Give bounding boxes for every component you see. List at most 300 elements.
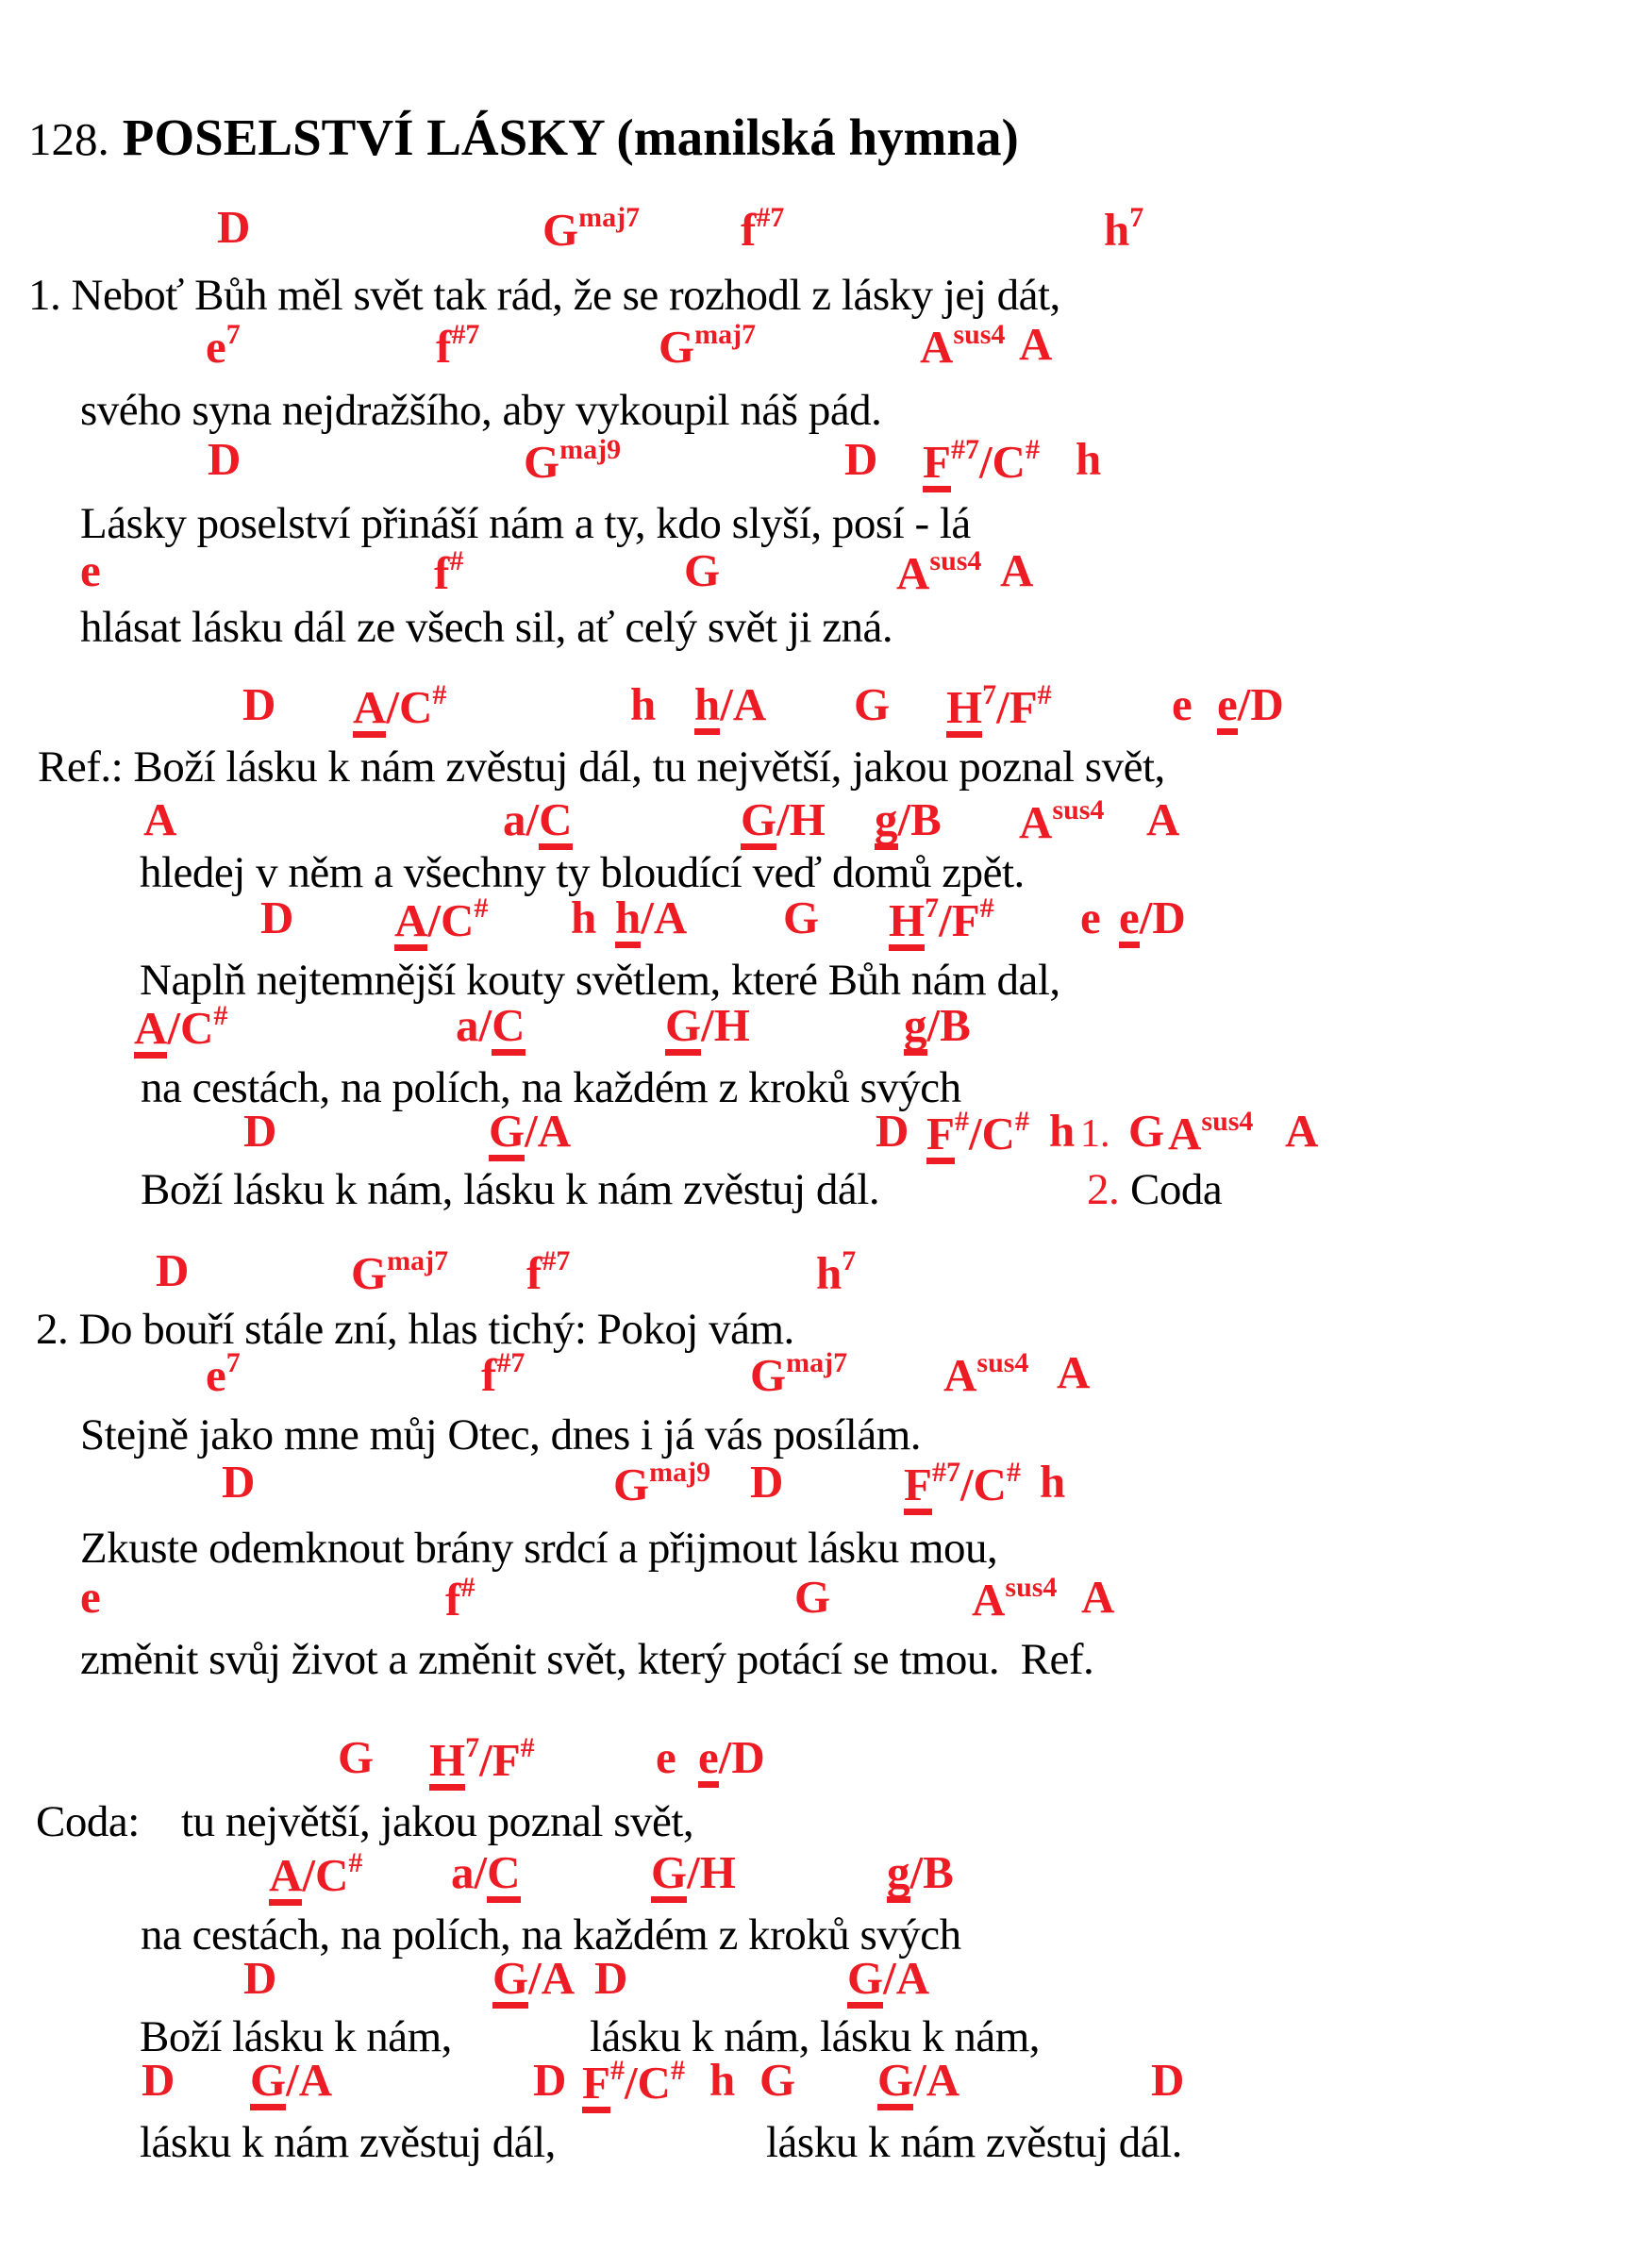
chord-superscript: maj7 (694, 319, 757, 350)
chord-letter-underlined: h (694, 681, 720, 735)
chord-row (0, 433, 1635, 494)
chord-letter-underlined: F (904, 1461, 932, 1515)
chord-superscript: #7 (931, 1457, 960, 1488)
section-marker: 2. (1087, 1165, 1120, 1214)
chord-superscript: sus4 (953, 319, 1006, 350)
chord-symbol (1172, 678, 1193, 730)
chord-row (0, 1105, 1635, 1166)
lyric-text: lásku k nám zvěstuj dál, (140, 2118, 556, 2167)
chord-symbol (887, 1846, 954, 1903)
chord-symbol (1151, 2054, 1185, 2106)
lyric-text: na cestách, na polích, na každém z kroků svých (141, 1063, 961, 1112)
chord-letter: a/ (456, 999, 492, 1051)
chord-letter: G (351, 1247, 388, 1299)
chord-letter-underlined: C (539, 796, 572, 850)
chord-superscript: # (954, 1106, 969, 1137)
chord-letter-underlined: F (582, 2060, 610, 2113)
chord-symbol (80, 544, 101, 596)
chord-letter: /C (624, 2057, 671, 2109)
chord-letter: /H (701, 999, 750, 1051)
chord-symbol (844, 433, 878, 485)
chord-row (0, 1571, 1635, 1632)
chord-symbol (445, 1572, 475, 1626)
chord-superscript: maj7 (786, 1347, 848, 1378)
chord-letter: G (854, 678, 891, 730)
chord-symbol (920, 319, 1006, 373)
chord-symbol (134, 1002, 227, 1059)
chord-symbol (694, 678, 767, 735)
chord-symbol (524, 434, 622, 488)
chord-letter: /B (926, 999, 971, 1051)
chord-symbol (533, 2054, 567, 2106)
chord-symbol (1019, 318, 1053, 370)
volta-marker (1080, 1108, 1110, 1154)
chord-letter-underlined: A (134, 1005, 167, 1059)
chord-superscript: maj9 (649, 1457, 711, 1488)
chord-letter: /A (913, 2054, 960, 2106)
chord-letter: f (434, 547, 450, 599)
lyric-text: hledej v něm a všechny ty bloudící veď domů zpět. (140, 848, 1025, 897)
chord-row (0, 1952, 1635, 2013)
song-title (28, 108, 1019, 166)
lyric-text: Boží lásku k nám, lásku k nám zvěstuj dál. (141, 1165, 880, 1214)
chord-row (0, 894, 1635, 953)
chord-letter: /F (996, 681, 1038, 733)
chord-symbol (759, 2054, 796, 2106)
chord-letter: D (243, 1952, 277, 2004)
chord-symbol (143, 793, 177, 845)
chord-symbol (1168, 1108, 1253, 1157)
chord-letter-underlined: G (741, 796, 776, 850)
chord-letter-underlined: e (698, 1734, 719, 1788)
chord-symbol (1057, 1346, 1091, 1398)
chord-letter: G (684, 544, 721, 596)
lyric-row (0, 742, 1635, 800)
chord-symbol (542, 202, 641, 256)
chord-symbol (741, 202, 785, 256)
lyric-row (0, 602, 1635, 660)
chord-letter-underlined: e (1217, 681, 1238, 735)
chord-symbol (854, 678, 891, 730)
chord-letter: e (206, 321, 226, 373)
chord-symbol (1285, 1105, 1319, 1157)
chord-letter: e (1172, 678, 1193, 730)
chord-symbol (750, 1456, 784, 1508)
chord-letter: D (242, 678, 276, 730)
chord-symbol (684, 544, 721, 596)
chord-symbol (434, 545, 464, 599)
chord-letter: A (972, 1574, 1006, 1626)
chord-symbol (896, 545, 982, 599)
chord-symbol (651, 1846, 736, 1903)
chord-superscript: #7 (950, 434, 979, 465)
lyric-text: Lásky poselství přináší nám a ty, kdo slyší, posí - lá (80, 499, 971, 548)
chord-letter: f (481, 1349, 497, 1401)
chord-letter: h (630, 678, 657, 730)
chord-symbol (1104, 202, 1144, 256)
chord-letter: e (206, 1349, 226, 1401)
chord-letter-underlined: g (875, 796, 898, 850)
chord-letter: D (156, 1244, 190, 1296)
chord-symbol (351, 1245, 449, 1299)
chord-letter: /C (968, 1108, 1015, 1159)
chord-superscript: 7 (225, 1347, 241, 1378)
chord-letter: D (243, 1105, 277, 1157)
chord-superscript: #7 (451, 319, 480, 350)
chord-row (0, 1346, 1635, 1408)
chord-symbol (217, 201, 251, 253)
lyric-text: Naplň nejtemnější kouty světlem, které Bůh nám dal, (140, 956, 1060, 1005)
chord-symbol (926, 1108, 1029, 1164)
chord-symbol (750, 1347, 848, 1401)
chord-symbol (1081, 1571, 1115, 1623)
chord-letter: A (1081, 1571, 1115, 1623)
chord-symbol (698, 1731, 765, 1788)
chord-letter: D (142, 2054, 175, 2106)
chord-symbol (847, 1952, 930, 2009)
chord-letter: D (217, 201, 251, 253)
chord-superscript: # (1025, 434, 1040, 465)
chord-row (0, 2054, 1635, 2115)
chord-superscript: sus4 (976, 1347, 1029, 1378)
chord-superscript: # (1006, 1457, 1021, 1488)
chord-letter: /A (883, 1952, 930, 2004)
chord-row (0, 544, 1635, 606)
chord-symbol (943, 1347, 1029, 1401)
chord-symbol (904, 1459, 1021, 1515)
chord-letter: /A (525, 1105, 572, 1157)
chord-symbol (1146, 793, 1180, 845)
chord-letter: A (896, 547, 930, 599)
chord-letter: f (741, 204, 757, 256)
chord-row (0, 201, 1635, 262)
chord-letter: /D (718, 1731, 765, 1783)
chord-superscript: # (979, 892, 994, 924)
chord-letter: a/ (503, 793, 540, 845)
chord-symbol (877, 2054, 960, 2110)
chord-symbol (794, 1571, 831, 1623)
chord-symbol (222, 1456, 256, 1508)
chord-symbol (142, 2054, 175, 2106)
chord-letter: /A (286, 2054, 333, 2106)
chord-letter: /F (479, 1734, 521, 1786)
chord-letter: f (526, 1247, 542, 1299)
chord-letter: e (1080, 892, 1101, 943)
chord-letter: a/ (451, 1846, 488, 1898)
chord-superscript: # (474, 892, 489, 924)
chord-superscript: maj7 (578, 202, 641, 233)
chord-superscript: # (213, 1000, 228, 1031)
chord-letter: h (816, 1247, 843, 1299)
chord-letter: A (143, 793, 177, 845)
chord-row (0, 1244, 1635, 1306)
chord-symbol (208, 433, 242, 485)
lyric-text: tu největší, jakou poznal svět, (181, 1797, 694, 1846)
chord-superscript: # (348, 1847, 363, 1878)
chord-symbol (1000, 544, 1034, 596)
chord-letter: G (524, 436, 560, 488)
lyric-text: Zkuste odemknout brány srdcí a přijmout lásku mou, (80, 1524, 998, 1573)
chord-letter: /C (302, 1849, 349, 1901)
chord-superscript: 7 (925, 892, 940, 924)
chord-superscript: maj9 (559, 434, 622, 465)
chord-letter: G (338, 1731, 375, 1783)
chord-letter-underlined: F (926, 1110, 955, 1164)
chord-letter-underlined: g (904, 1002, 927, 1056)
chord-symbol (436, 319, 480, 373)
lyric-text: hlásat lásku dál ze všech sil, ať celý svět ji zná. (80, 603, 893, 652)
chord-letter: /D (1139, 892, 1186, 943)
chord-row (0, 678, 1635, 740)
chord-symbol (613, 1459, 710, 1508)
lyric-text: Coda (1130, 1165, 1223, 1214)
chord-letter: /C (978, 436, 1026, 488)
chord-superscript: #7 (756, 202, 785, 233)
chord-symbol (783, 894, 819, 941)
chord-letter: D (260, 892, 294, 943)
chord-letter: D (750, 1456, 784, 1508)
chord-symbol (1080, 894, 1101, 941)
chord-letter-underlined: e (1119, 894, 1140, 948)
chord-symbol (80, 1571, 101, 1623)
lyric-row (0, 1634, 1635, 1693)
chord-symbol (503, 793, 573, 850)
lyric-text: 2. Do bouří stále zní, hlas tichý: Pokoj vám. (36, 1305, 794, 1354)
chord-letter: /A (528, 1952, 576, 2004)
chord-superscript: # (460, 1572, 475, 1603)
lyric-text: změnit svůj život a změnit svět, který potácí se tmou. Ref. (80, 1635, 1094, 1684)
chord-symbol (260, 894, 293, 941)
lyric-row (0, 1164, 1635, 1223)
chord-symbol (1076, 433, 1102, 485)
chord-letter: /D (1237, 678, 1284, 730)
lyric-text: Boží lásku k nám, (140, 2012, 452, 2061)
chord-superscript: sus4 (929, 545, 982, 576)
chord-symbol (615, 894, 687, 948)
chord-symbol (242, 678, 276, 730)
chord-letter: A (1285, 1105, 1319, 1157)
song-number: 128. (28, 113, 109, 165)
chord-symbol (582, 2057, 685, 2113)
chord-symbol (741, 793, 826, 850)
lyric-text: 1. Neboť Bůh měl svět tak rád, že se rozhodl z lásky jej dát, (28, 271, 1060, 320)
chord-row (0, 999, 1635, 1060)
chord-letter: /H (687, 1846, 736, 1898)
chord-symbol (665, 999, 750, 1056)
chord-symbol (923, 436, 1040, 492)
chord-symbol (1040, 1456, 1066, 1508)
chord-letter: h (709, 2054, 736, 2106)
chord-symbol (429, 1734, 535, 1791)
chord-symbol (269, 1849, 362, 1906)
lyric-text: Coda: (36, 1797, 140, 1846)
chord-symbol (526, 1245, 571, 1299)
chord-row (0, 1846, 1635, 1908)
chord-letter: /C (427, 894, 475, 946)
chord-letter: /B (897, 793, 942, 845)
lyric-text: lásku k nám zvěstuj dál. (766, 2118, 1182, 2167)
chord-letter-underlined: H (889, 897, 925, 951)
chord-symbol (656, 1731, 676, 1783)
song-title-text: POSELSTVÍ LÁSKY (manilská hymna) (122, 108, 1019, 166)
chord-letter-underlined: C (492, 1002, 525, 1056)
chord-letter-underlined: G (665, 1002, 701, 1056)
chord-letter: /A (641, 892, 688, 943)
chord-symbol (353, 681, 446, 738)
chord-letter: G (613, 1459, 650, 1510)
chord-superscript: # (1037, 679, 1052, 710)
lyric-text: Ref.: Boží lásku k nám zvěstuj dál, tu největší, jakou poznal svět, (38, 742, 1165, 792)
chord-symbol (709, 2054, 736, 2106)
chord-superscript: sus4 (1005, 1572, 1058, 1603)
chord-symbol (451, 1846, 521, 1903)
chord-symbol (972, 1572, 1058, 1626)
chord-superscript: #7 (496, 1347, 526, 1378)
chord-letter: A (1146, 793, 1180, 845)
chord-letter: A (943, 1349, 977, 1401)
chord-letter-underlined: g (887, 1849, 910, 1903)
chord-symbol (875, 793, 942, 850)
chord-superscript: # (432, 679, 447, 710)
chord-symbol (250, 2054, 333, 2110)
chord-superscript: 7 (842, 1245, 857, 1276)
chord-letter: A (1168, 1108, 1202, 1159)
chord-superscript: # (520, 1732, 535, 1763)
chord-letter-underlined: A (394, 897, 427, 951)
chord-symbol (1119, 894, 1186, 948)
chord-letter: h (571, 892, 597, 943)
chord-symbol (946, 681, 1052, 738)
chord-letter-underlined: h (615, 894, 641, 948)
chord-letter: e (80, 1571, 101, 1623)
chord-letter: /C (959, 1459, 1007, 1510)
chord-letter: f (445, 1574, 461, 1626)
chord-symbol (904, 999, 971, 1056)
chord-letter: A (920, 321, 954, 373)
chord-superscript: 7 (225, 319, 241, 350)
lyric-text: lásku k nám, lásku k nám, (590, 2012, 1041, 2061)
chord-letter: e (80, 544, 101, 596)
chord-symbol (243, 1105, 277, 1157)
chord-superscript: sus4 (1201, 1106, 1254, 1137)
chord-letter: D (876, 1105, 909, 1157)
chord-symbol (816, 1245, 857, 1299)
chord-letter: A (1019, 318, 1053, 370)
chord-superscript: # (670, 2055, 685, 2086)
chord-symbol (889, 894, 994, 951)
chord-letter: /B (909, 1846, 954, 1898)
chord-symbol (1049, 1105, 1076, 1157)
chord-letter: D (1151, 2054, 1185, 2106)
chord-letter-underlined: F (923, 439, 951, 492)
chord-letter: h (1040, 1456, 1066, 1508)
lyric-row (0, 2117, 1635, 2176)
chord-letter: h (1104, 204, 1130, 256)
chord-superscript: 7 (982, 679, 997, 710)
chord-letter: /A (720, 678, 767, 730)
chord-letter-underlined: A (269, 1852, 302, 1906)
chord-letter-underlined: G (250, 2057, 286, 2110)
chord-symbol (489, 1105, 572, 1161)
chord-superscript: # (449, 545, 464, 576)
chord-letter-underlined: G (492, 1955, 528, 2009)
chord-letter: 1. (1080, 1112, 1110, 1156)
chord-letter: G (783, 892, 820, 943)
chord-row (0, 318, 1635, 379)
chord-letter: D (208, 433, 242, 485)
chord-letter: f (436, 321, 452, 373)
chord-letter: G (659, 321, 695, 373)
lyric-text: Stejně jako mne můj Otec, dnes i já vás posílám. (80, 1410, 922, 1459)
chord-row (0, 793, 1635, 855)
chord-symbol (206, 1347, 241, 1401)
chord-symbol (571, 894, 596, 941)
lyric-text: na cestách, na polích, na každém z kroků svých (141, 1910, 961, 1959)
chord-symbol (659, 319, 757, 373)
chord-letter: G (759, 2054, 796, 2106)
chord-row (0, 1456, 1635, 1517)
chord-letter-underlined: G (847, 1955, 883, 2009)
chord-symbol (1019, 794, 1105, 848)
chord-superscript: # (1014, 1106, 1029, 1137)
lyric-row (0, 385, 1635, 443)
chord-symbol (1217, 678, 1284, 735)
chord-letter-underlined: G (877, 2057, 913, 2110)
chord-symbol (481, 1347, 526, 1401)
chord-letter: e (656, 1731, 676, 1783)
chord-letter: G (750, 1349, 787, 1401)
chord-symbol (492, 1952, 576, 2009)
chord-symbol (206, 319, 241, 373)
chord-row (0, 1731, 1635, 1793)
chord-symbol (456, 999, 526, 1056)
chord-superscript: # (609, 2055, 625, 2086)
chord-letter-underlined: A (353, 684, 386, 738)
chord-superscript: #7 (542, 1245, 571, 1276)
chord-symbol (394, 894, 488, 951)
chord-symbol (156, 1244, 190, 1296)
chord-letter: G (1128, 1105, 1165, 1157)
chord-letter: G (794, 1571, 831, 1623)
chord-letter-underlined: H (429, 1737, 465, 1791)
chord-superscript: 7 (465, 1732, 480, 1763)
chord-letter: /F (939, 894, 980, 946)
chord-letter: D (222, 1456, 256, 1508)
chord-letter: h (1049, 1105, 1076, 1157)
chord-letter: D (533, 2054, 567, 2106)
chord-letter: /C (386, 681, 433, 733)
chord-letter-underlined: G (651, 1849, 687, 1903)
chord-letter: A (1057, 1346, 1091, 1398)
chord-letter-underlined: H (946, 684, 982, 738)
chord-symbol (243, 1952, 277, 2004)
chord-symbol (876, 1105, 909, 1157)
chord-letter: /H (776, 793, 826, 845)
chord-superscript: sus4 (1052, 794, 1105, 825)
chord-symbol (594, 1952, 628, 2004)
chord-letter: A (1019, 796, 1053, 848)
chord-letter: h (1076, 433, 1102, 485)
chord-letter: /C (167, 1002, 214, 1054)
lyric-row (0, 270, 1635, 328)
chord-letter: G (542, 204, 579, 256)
chord-letter: D (844, 433, 878, 485)
lyric-row (0, 1796, 1635, 1855)
chord-superscript: 7 (1129, 202, 1144, 233)
chord-letter: D (594, 1952, 628, 2004)
chord-symbol (338, 1731, 375, 1783)
chord-letter: A (1000, 544, 1034, 596)
